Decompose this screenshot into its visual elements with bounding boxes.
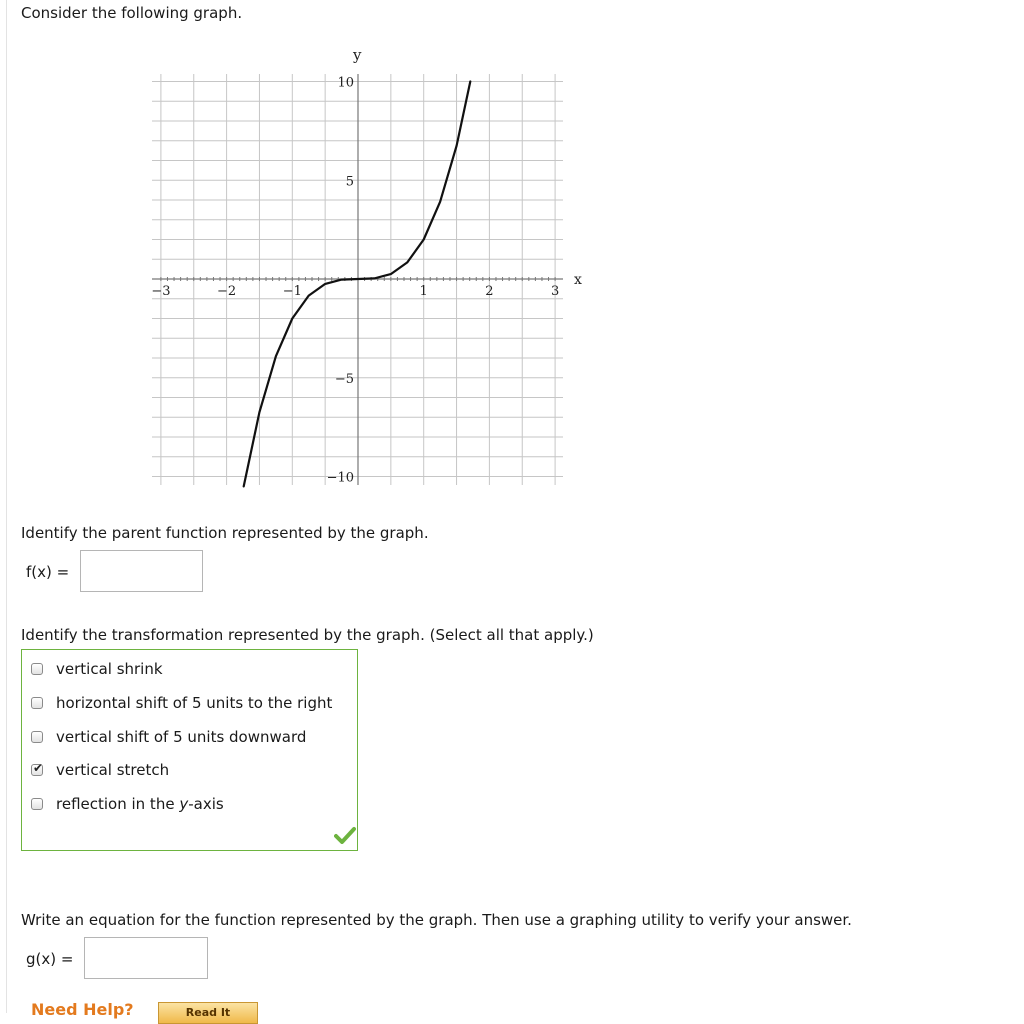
f-label: f(x) = [26,563,70,581]
transformation-prompt: Identify the transformation represented by the graph. (Select all that apply.) [21,626,594,644]
option-horizontal-shift[interactable] [31,693,332,713]
checkbox[interactable] [31,731,43,743]
x-tick-label: −3 [151,284,171,299]
check-icon [334,826,356,844]
x-tick-label: −2 [217,284,237,299]
f-answer-input[interactable] [80,550,203,592]
left-border [6,0,7,1013]
option-vertical-shift[interactable] [31,727,306,747]
checkmark-icon: ✔ [33,761,44,775]
option-label: vertical shrink [56,660,163,678]
function-graph [140,38,600,490]
x-tick-label: 3 [550,284,560,299]
option-vertical-stretch[interactable] [31,760,169,780]
g-answer-input[interactable] [84,937,208,979]
y-tick-label: −5 [334,371,354,387]
option-label: vertical stretch [56,761,170,779]
y-tick-label: −10 [326,470,354,486]
option-label: vertical shift of 5 units downward [56,728,307,746]
checkbox-checked[interactable] [31,761,44,776]
y-tick-label: 10 [337,75,354,91]
transformation-options [21,649,358,851]
read-it-button[interactable]: Read It [158,1002,258,1024]
x-tick-label: −1 [282,284,302,299]
option-label: horizontal shift of 5 units to the right [56,694,333,712]
option-reflection-y-axis[interactable] [31,794,224,814]
y-axis-label: y [353,46,362,64]
option-vertical-shrink[interactable] [31,659,163,679]
y-tick-label: 5 [345,174,354,190]
parent-function-prompt: Identify the parent function represented by the graph. [21,524,429,542]
equation-prompt: Write an equation for the function represented by the graph. Then use a graphing utility to verify your answer. [21,911,852,929]
intro-text: Consider the following graph. [21,4,243,22]
checkbox[interactable] [31,663,43,675]
need-help-label: Need Help? [31,1000,134,1019]
checkbox[interactable] [31,798,43,810]
option-label: reflection in the y-axis [56,795,224,813]
series-line [244,82,471,487]
x-axis-label: x [574,272,582,288]
checkbox[interactable] [31,697,43,709]
g-label: g(x) = [26,950,74,968]
x-tick-label: 2 [485,284,494,299]
x-tick-label: 1 [419,284,428,299]
